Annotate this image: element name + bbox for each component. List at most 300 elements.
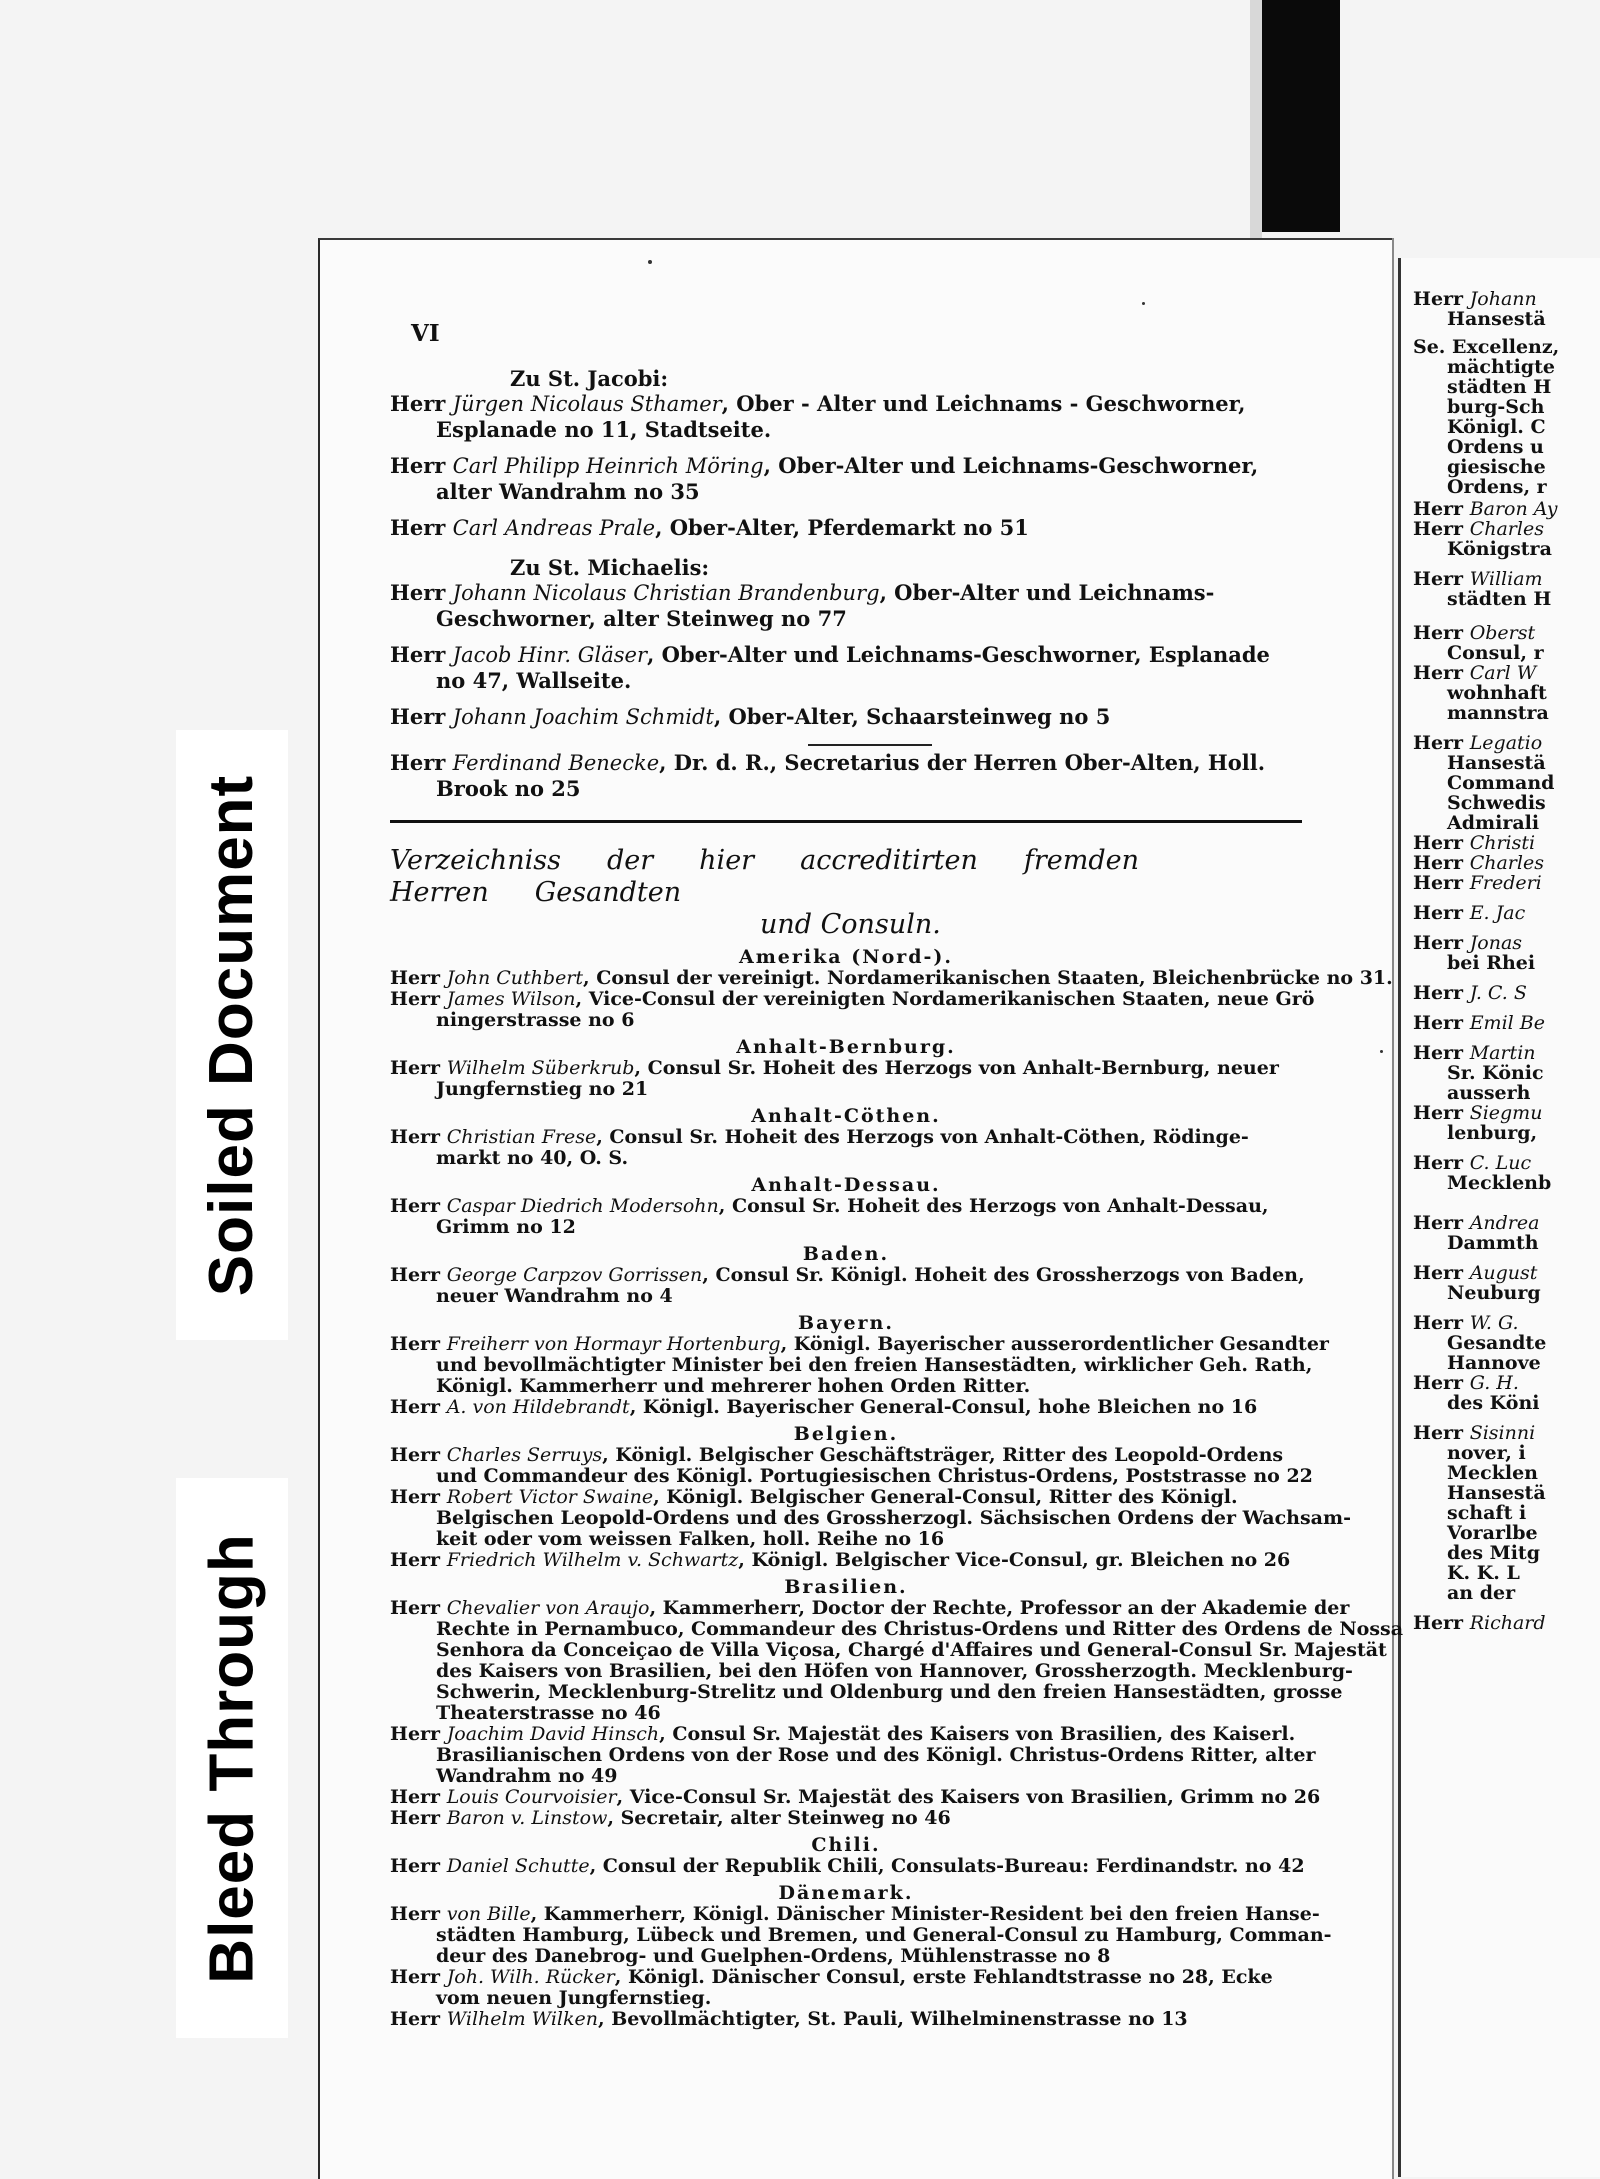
consul-line — [390, 1660, 1353, 1682]
entry-text: städten H — [1447, 376, 1552, 398]
entry-text: Vorarlbe — [1447, 1522, 1538, 1544]
title-herr: Herr — [390, 1486, 447, 1508]
title-herr: Herr — [390, 1723, 447, 1745]
margin-line — [1447, 1502, 1600, 1524]
margin-line — [1413, 568, 1600, 590]
title-herr: Herr — [1413, 982, 1470, 1004]
person-name: Jürgen Nicolaus Sthamer — [452, 392, 722, 416]
title-herr: Herr — [390, 750, 453, 775]
consul-line — [390, 1079, 1302, 1100]
entry-line — [390, 453, 1302, 479]
person-name: August — [1469, 1262, 1538, 1284]
parish-heading: Zu St. Michaelis: — [510, 555, 710, 580]
margin-line — [1447, 952, 1600, 974]
consul-line — [390, 1967, 1302, 1988]
entry-text: wohnhaft — [1447, 682, 1547, 704]
margin-line — [1447, 1352, 1600, 1374]
person-name: John Cuthbert — [446, 967, 584, 989]
person-name: Christi — [1469, 832, 1536, 854]
country-heading: Belgien. — [793, 1423, 899, 1445]
person-name: J. C. S — [1469, 982, 1527, 1004]
margin-line — [1447, 1122, 1600, 1144]
title-herr: Herr — [1413, 1612, 1470, 1634]
entry-line — [390, 606, 1302, 632]
margin-line — [1447, 476, 1600, 498]
country-heading: Amerika (Nord-). — [738, 946, 954, 968]
person-name: Daniel Schutte — [446, 1855, 590, 1877]
consul-line — [390, 988, 1315, 1010]
margin-line — [1447, 1462, 1600, 1484]
margin-line — [1413, 1012, 1600, 1034]
consul-line — [390, 1903, 1320, 1925]
entry-line — [390, 580, 1302, 606]
title-herr: Herr — [1413, 732, 1470, 754]
consul-line — [390, 1397, 1302, 1418]
entry-text: bei Rhei — [1447, 952, 1536, 974]
entry-text: Ordens, r — [1447, 476, 1547, 498]
consul-line — [390, 1010, 1302, 1031]
person-name: Baron Ay — [1469, 498, 1558, 520]
entry-text: und Commandeur des Königl. Portugiesischen Christus-Ordens, Poststrasse no 22 — [436, 1465, 1313, 1487]
entry-text: Wandrahm no 49 — [436, 1765, 618, 1787]
consul-line — [390, 1445, 1302, 1466]
soiled-document-text: Soiled Document — [197, 774, 267, 1296]
title-herr: Herr — [390, 1855, 447, 1877]
consul-line — [390, 1618, 1404, 1640]
consul-line — [390, 1148, 1302, 1169]
margin-line — [1447, 396, 1600, 418]
entry-text: , Ober-Alter, Pferdemarkt no 51 — [655, 515, 1029, 540]
entry-text: Hansestä — [1447, 308, 1546, 330]
margin-line — [1447, 1232, 1600, 1254]
title-herr: Herr — [1413, 498, 1470, 520]
person-name: Johann Nicolaus Christian Brandenburg — [452, 581, 880, 605]
margin-line — [1447, 1482, 1600, 1504]
title-herr: Herr — [390, 1549, 447, 1571]
consul-line — [390, 1058, 1302, 1079]
person-name: Jonas — [1469, 932, 1523, 954]
secretary-line — [390, 750, 1302, 776]
margin-line — [1413, 518, 1600, 540]
margin-line — [1413, 1102, 1600, 1124]
person-name: William — [1469, 568, 1543, 590]
margin-line — [1413, 732, 1600, 754]
margin-line — [1413, 1152, 1600, 1174]
entry-text: Consul, r — [1447, 642, 1544, 664]
title-herr: Herr — [390, 1903, 447, 1925]
person-name: Joachim David Hinsch — [446, 1723, 660, 1745]
country-heading: Anhalt-Bernburg. — [736, 1036, 956, 1058]
entry-gap — [390, 730, 1302, 740]
consul-line — [390, 1639, 1387, 1661]
consul-line — [390, 1946, 1302, 1967]
title-herr: Herr — [390, 515, 453, 540]
section-heading — [390, 845, 1302, 909]
dirt-speck — [1380, 1050, 1383, 1053]
title-herr: Herr — [1413, 932, 1470, 954]
consul-line — [390, 1376, 1302, 1397]
title-herr: Herr — [1413, 288, 1470, 310]
entry-text: Brook no 25 — [436, 776, 581, 801]
entry-text: , Königl. Belgischer Geschäftsträger, Ritter des Leopold-Ordens — [602, 1444, 1284, 1466]
entry-text: , Consul Sr. Majestät des Kaisers von Brasilien, des Kaiserl. — [659, 1723, 1296, 1745]
margin-line — [1447, 1582, 1600, 1604]
margin-line — [1447, 588, 1600, 610]
person-name: Frederi — [1469, 872, 1542, 894]
entry-text: , Consul Sr. Königl. Hoheit des Grossherzogs von Baden, — [702, 1264, 1305, 1286]
title-herr: Herr — [390, 1264, 447, 1286]
margin-line — [1447, 682, 1600, 704]
entry-text: Königstra — [1447, 538, 1552, 560]
entry-text: , Königl. Dänischer Consul, erste Fehlandtstrasse no 28, Ecke — [614, 1966, 1273, 1988]
person-name: Johann — [1469, 288, 1537, 310]
scan-edge-strip — [1250, 0, 1262, 240]
entry-text: burg-Sch — [1447, 396, 1545, 418]
person-name: von Bille — [446, 1903, 531, 1925]
entry-text: ausserh — [1447, 1082, 1531, 1104]
entry-text: , Dr. d. R., Secretarius der Herren Ober-Alten, Holl. — [659, 750, 1266, 775]
entry-text: Hansestä — [1447, 752, 1546, 774]
title-herr: Herr — [390, 453, 453, 478]
margin-line — [1447, 642, 1600, 664]
title-herr: Herr — [390, 1786, 447, 1808]
consul-line — [390, 1465, 1313, 1487]
entry-text: , Ober-Alter und Leichnams-Geschworner, — [763, 453, 1259, 478]
entry-text: Grimm no 12 — [436, 1216, 576, 1238]
entry-text: Schwerin, Mecklenburg-Strelitz und Oldenburg und den freien Hansestädten, grosse — [436, 1681, 1343, 1703]
person-name: Legatio — [1469, 732, 1543, 754]
short-rule — [808, 744, 932, 746]
title-herr: Herr — [390, 580, 453, 605]
person-name: Friedrich Wilhelm v. Schwartz — [446, 1549, 739, 1571]
margin-line — [1413, 872, 1600, 894]
country-heading: Brasilien. — [784, 1576, 908, 1598]
title-herr: Herr — [1413, 1152, 1470, 1174]
soiled-document-label — [176, 730, 288, 1340]
title-herr: Herr — [390, 642, 453, 667]
entry-text: lenburg, — [1447, 1122, 1538, 1144]
dirt-speck — [648, 260, 652, 264]
consul-line — [390, 1196, 1302, 1217]
margin-line — [1447, 812, 1600, 834]
margin-line — [1413, 498, 1600, 520]
entry-text: , Consul der vereinigt. Nordamerikanischen Staaten, Bleichenbrücke no 31. — [583, 967, 1393, 989]
margin-line — [1413, 622, 1600, 644]
entry-text: Königl. C — [1447, 416, 1546, 438]
person-name: Carl Andreas Prale — [452, 516, 656, 540]
margin-line — [1413, 1422, 1600, 1444]
entry-text: Senhora da Conceiçao de Villa Viçosa, Chargé d'Affaires und General-Consul Sr. Majestät — [436, 1639, 1387, 1661]
margin-line — [1447, 1542, 1600, 1564]
entry-text: Neuburg — [1447, 1282, 1541, 1304]
heading-word: Verzeichniss — [390, 845, 561, 876]
entry-text: Schwedis — [1447, 792, 1546, 814]
entry-text: , Ober - Alter und Leichnams - Geschworner, — [721, 391, 1246, 416]
entry-text: Admirali — [1447, 812, 1540, 834]
entry-text: Hansestä — [1447, 1482, 1546, 1504]
person-name: C. Luc — [1469, 1152, 1532, 1174]
heading-word: fremden — [1023, 845, 1139, 876]
margin-line — [1447, 308, 1600, 330]
entry-text: Dammth — [1447, 1232, 1539, 1254]
person-name: Carl W — [1469, 662, 1537, 684]
consul-line — [390, 967, 1393, 989]
entry-text: des Köni — [1447, 1392, 1540, 1414]
entry-text: , Ober-Alter, Schaarsteinweg no 5 — [713, 704, 1111, 729]
entry-text: , Königl. Bayerischer ausserordentlicher Gesandter — [780, 1333, 1329, 1355]
entry-text: , Ober-Alter und Leichnams- — [879, 580, 1215, 605]
title-herr: Herr — [1413, 1422, 1470, 1444]
entry-text: , Königl. Bayerischer General-Consul, hohe Bleichen no 16 — [629, 1396, 1258, 1418]
entry-text: Jungfernstieg no 21 — [436, 1078, 649, 1100]
secretary-line — [390, 776, 1302, 802]
consul-line — [390, 1681, 1343, 1703]
consul-line — [390, 1855, 1305, 1877]
person-name: Andrea — [1469, 1212, 1540, 1234]
person-name: Charles Serruys — [446, 1444, 603, 1466]
margin-line — [1413, 1042, 1600, 1064]
consul-line — [390, 1217, 1302, 1238]
margin-line — [1447, 752, 1600, 774]
title-herr: Herr — [390, 1396, 447, 1418]
margin-line — [1447, 1172, 1600, 1194]
consul-line — [390, 1264, 1305, 1286]
title-herr: Herr — [1413, 518, 1470, 540]
person-name: Christian Frese — [446, 1126, 597, 1148]
title-herr: Herr — [1413, 1212, 1470, 1234]
margin-line — [1413, 288, 1600, 310]
entry-text: deur des Danebrog- und Guelphen-Ordens, Mühlenstrasse no 8 — [436, 1945, 1111, 1967]
consul-line — [390, 1786, 1321, 1808]
margin-line — [1447, 1442, 1600, 1464]
entry-line — [390, 642, 1302, 668]
person-name: Caspar Diedrich Modersohn — [446, 1195, 719, 1217]
person-name: Sisinni — [1469, 1422, 1536, 1444]
person-name: Emil Be — [1469, 1012, 1545, 1034]
consul-line — [390, 1507, 1351, 1529]
entry-text: , Königl. Belgischer Vice-Consul, gr. Bleichen no 26 — [738, 1549, 1291, 1571]
entry-line — [390, 479, 1302, 505]
consul-line — [390, 1988, 1302, 2009]
entry-text: ningerstrasse no 6 — [436, 1009, 635, 1031]
heading-word: Herren — [390, 877, 489, 908]
entry-text: , Vice-Consul Sr. Majestät des Kaisers von Brasilien, Grimm no 26 — [616, 1786, 1321, 1808]
person-name: Baron v. Linstow — [446, 1807, 608, 1829]
entry-text: , Consul Sr. Hoheit des Herzogs von Anhalt-Dessau, — [718, 1195, 1269, 1217]
entry-text: Belgischen Leopold-Ordens und des Grossherzogl. Sächsischen Ordens der Wachsam- — [436, 1507, 1351, 1529]
entry-line — [390, 417, 1302, 443]
title-herr: Herr — [1413, 622, 1470, 644]
title-herr: Herr — [390, 2008, 447, 2030]
consul-line — [390, 1286, 1302, 1307]
consul-line — [390, 1924, 1332, 1946]
country-heading: Bayern. — [798, 1312, 894, 1334]
title-herr: Herr — [1413, 902, 1470, 924]
entry-line — [390, 704, 1302, 730]
person-name: Richard — [1469, 1612, 1546, 1634]
section-heading-line2: und Consuln. — [760, 909, 941, 940]
margin-line — [1447, 1282, 1600, 1304]
person-name: Wilhelm Wilken — [446, 2008, 598, 2030]
title-herr: Herr — [1413, 1262, 1470, 1284]
consul-line — [390, 1127, 1302, 1148]
entry-text: Hannove — [1447, 1352, 1541, 1374]
entry-text: an der — [1447, 1582, 1516, 1604]
person-name: E. Jac — [1469, 902, 1526, 924]
entry-gap — [390, 505, 1302, 515]
margin-line — [1447, 456, 1600, 478]
person-name: Carl Philipp Heinrich Möring — [452, 454, 764, 478]
entry-line — [390, 515, 1302, 541]
country-heading: Baden. — [802, 1243, 890, 1265]
margin-line — [1447, 416, 1600, 438]
entry-text: , Consul Sr. Hoheit des Herzogs von Anhalt-Cöthen, Rödinge- — [596, 1126, 1249, 1148]
title-herr: Herr — [390, 1597, 447, 1619]
heading-word: Gesandten — [534, 877, 682, 908]
section-divider — [390, 820, 1302, 823]
margin-line — [1447, 538, 1600, 560]
entry-text: städten Hamburg, Lübeck und Bremen, und General-Consul zu Hamburg, Comman- — [436, 1924, 1332, 1946]
entry-text: keit oder vom weissen Falken, holl. Reihe no 16 — [436, 1528, 945, 1550]
entry-text: , Secretair, alter Steinweg no 46 — [607, 1807, 951, 1829]
consul-line — [390, 1766, 1302, 1787]
entry-text: Esplanade no 11, Stadtseite. — [436, 417, 772, 442]
person-name: Charles — [1469, 852, 1544, 874]
entry-gap — [390, 541, 1302, 551]
margin-line — [1413, 336, 1600, 358]
title-herr: Herr — [1413, 568, 1470, 590]
heading-word: accreditirten — [800, 845, 978, 876]
entry-text: des Mitg — [1447, 1542, 1540, 1564]
person-name: W. G. — [1469, 1312, 1519, 1334]
margin-line — [1413, 982, 1600, 1004]
margin-line — [1413, 1612, 1600, 1634]
bleed-through-text: Bleed Through — [197, 1532, 267, 1984]
document-body — [390, 362, 1404, 2030]
margin-line — [1447, 356, 1600, 378]
margin-line — [1413, 902, 1600, 924]
margin-line — [1447, 436, 1600, 458]
person-name: Freiherr von Hormayr Hortenburg — [446, 1333, 781, 1355]
person-name: Oberst — [1469, 622, 1536, 644]
entry-text: , Consul der Republik Chili, Consulats-Bureau: Ferdinandstr. no 42 — [589, 1855, 1305, 1877]
consul-line — [390, 1744, 1316, 1766]
entry-text: Command — [1447, 772, 1555, 794]
entry-text: Rechte in Pernambuco, Commandeur des Christus-Ordens und Ritter des Ordens de Nossa — [436, 1618, 1404, 1640]
consul-line — [390, 1724, 1302, 1745]
entry-text: , Bevollmächtigter, St. Pauli, Wilhelminenstrasse no 13 — [598, 2008, 1188, 2030]
entry-text: neuer Wandrahm no 4 — [436, 1285, 673, 1307]
entry-text: und bevollmächtigter Minister bei den freien Hansestädten, wirklicher Geh. Rath, — [436, 1354, 1313, 1376]
title-herr: Herr — [390, 1057, 447, 1079]
entry-text: , Königl. Belgischer General-Consul, Ritter des Königl. — [653, 1486, 1238, 1508]
entry-text: , Kammerherr, Doctor der Rechte, Professor an der Akademie der — [649, 1597, 1350, 1619]
entry-text: markt no 40, O. S. — [436, 1147, 629, 1169]
country-heading: Anhalt-Dessau. — [751, 1174, 941, 1196]
country-heading: Anhalt-Cöthen. — [751, 1105, 941, 1127]
bleed-through-label — [176, 1478, 288, 2038]
margin-line — [1413, 1262, 1600, 1284]
margin-line — [1447, 702, 1600, 724]
entry-text: nover, i — [1447, 1442, 1526, 1464]
entry-text: Sr. Könic — [1447, 1062, 1544, 1084]
consul-line — [390, 1703, 1302, 1724]
person-name: Johann Joachim Schmidt — [452, 705, 714, 729]
entry-text: giesische — [1447, 456, 1546, 478]
entry-text: städten H — [1447, 588, 1552, 610]
entry-text: mächtigte — [1447, 356, 1555, 378]
margin-line — [1413, 662, 1600, 684]
margin-line — [1447, 1082, 1600, 1104]
margin-line — [1447, 1522, 1600, 1544]
margin-line — [1413, 1372, 1600, 1394]
consul-line — [390, 1529, 1302, 1550]
title-herr: Herr — [390, 1807, 447, 1829]
consul-line — [390, 1597, 1350, 1619]
entry-text: Theaterstrasse no 46 — [436, 1702, 661, 1724]
title-herr: Herr — [390, 988, 447, 1010]
title-herr: Herr — [390, 704, 453, 729]
margin-line — [1447, 772, 1600, 794]
entry-gap — [390, 694, 1302, 704]
title-herr: Herr — [390, 1333, 447, 1355]
entry-text: vom neuen Jungfernstieg. — [436, 1987, 712, 2009]
facing-page — [1398, 258, 1600, 2177]
parish-heading: Zu St. Jacobi: — [510, 366, 669, 391]
consul-line — [390, 1333, 1329, 1355]
entry-text: mannstra — [1447, 702, 1549, 724]
title-herr: Herr — [1413, 1042, 1470, 1064]
entry-text: Ordens u — [1447, 436, 1544, 458]
margin-line — [1447, 1562, 1600, 1584]
dirt-speck — [1142, 302, 1145, 305]
entry-text: , Vice-Consul der vereinigten Nordamerikanischen Staaten, neue Grö — [575, 988, 1315, 1010]
entry-text: schaft i — [1447, 1502, 1527, 1524]
title-herr: Herr — [1413, 1012, 1470, 1034]
margin-line — [1447, 1392, 1600, 1414]
entry-line — [390, 391, 1302, 417]
title-herr: Herr — [390, 1966, 447, 1988]
title-herr: Herr — [390, 391, 453, 416]
margin-line — [1413, 932, 1600, 954]
entry-text: des Kaisers von Brasilien, bei den Höfen von Hannover, Grossherzogth. Mecklenburg- — [436, 1660, 1353, 1682]
entry-text: Königl. Kammerherr und mehrerer hohen Orden Ritter. — [436, 1375, 1031, 1397]
title-herr: Herr — [1413, 872, 1470, 894]
entry-text: Geschworner, alter Steinweg no 77 — [436, 606, 847, 631]
entry-text: K. K. L — [1447, 1562, 1520, 1584]
title-herr: Herr — [1413, 1102, 1470, 1124]
person-name: A. von Hildebrandt — [446, 1396, 630, 1418]
entry-text: alter Wandrahm no 35 — [436, 479, 700, 504]
margin-line — [1447, 1062, 1600, 1084]
person-name: Robert Victor Swaine — [446, 1486, 654, 1508]
entry-text: no 47, Wallseite. — [436, 668, 632, 693]
page-number: VI — [411, 320, 440, 347]
entry-text: Brasilianischen Ordens von der Rose und des Königl. Christus-Ordens Ritter, alter — [436, 1744, 1316, 1766]
person-name: Jacob Hinr. Gläser — [452, 643, 648, 667]
entry-text: , Kammerherr, Königl. Dänischer Minister-Resident bei den freien Hanse- — [530, 1903, 1320, 1925]
title-herr: Herr — [390, 1195, 447, 1217]
title-herr: Herr — [1413, 832, 1470, 854]
country-heading: Chili. — [811, 1834, 881, 1856]
entry-line — [390, 668, 1302, 694]
person-name: G. H. — [1469, 1372, 1519, 1394]
entry-gap — [390, 443, 1302, 453]
margin-line — [1447, 376, 1600, 398]
title-herr: Herr — [1413, 1312, 1470, 1334]
margin-line — [1413, 1312, 1600, 1334]
title-herr: Herr — [390, 967, 447, 989]
